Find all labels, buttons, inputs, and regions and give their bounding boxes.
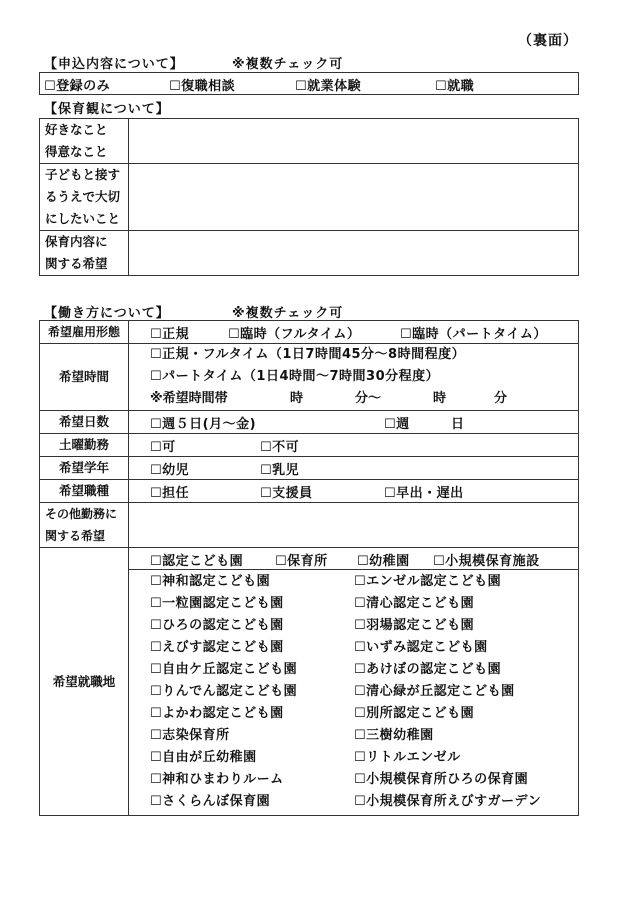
checkbox-saturday-no[interactable]: ☐不可: [260, 440, 300, 455]
checkbox-infant-baby[interactable]: ☐乳児: [260, 463, 300, 478]
location-item[interactable]: ☐一粒園認定こども園: [150, 596, 284, 611]
philosophy-input-likes[interactable]: [129, 119, 579, 164]
checkbox-return-consult[interactable]: ☐復職相談: [169, 79, 236, 94]
days-label: 希望日数: [40, 411, 129, 434]
philosophy-label-likes: 好きなこと 得意なこと: [40, 119, 129, 164]
location-item[interactable]: ☐りんでん認定こども園: [150, 684, 298, 699]
checkbox-early-late[interactable]: ☐早出・遅出: [384, 486, 464, 501]
work-note: ※複数チェック可: [232, 306, 344, 321]
back-side-label: （裏面）: [518, 33, 578, 49]
checkbox-register-only[interactable]: ☐登録のみ: [44, 79, 111, 94]
hours-options: [129, 344, 579, 411]
location-item[interactable]: ☐小規模保育所ひろの保育園: [354, 772, 529, 787]
other-input[interactable]: [129, 503, 579, 548]
time-band-label: ※希望時間帯: [150, 391, 228, 406]
checkbox-days-per-week[interactable]: ☐週: [384, 417, 410, 432]
location-item[interactable]: ☐別所認定こども園: [354, 706, 475, 721]
location-right-column: [354, 571, 541, 813]
location-types: [129, 548, 579, 570]
location-item[interactable]: ☐自由ケ丘認定こども園: [150, 662, 298, 677]
location-item[interactable]: ☐よかわ認定こども園: [150, 706, 284, 721]
application-options-cell: [40, 73, 579, 95]
other-label: その他勤務に 関する希望: [40, 503, 129, 548]
checkbox-regular[interactable]: ☐正規: [150, 327, 190, 342]
location-item[interactable]: ☐いずみ認定こども園: [354, 640, 488, 655]
time-end-hour-unit[interactable]: 時: [433, 391, 447, 406]
checkbox-infant-older[interactable]: ☐幼児: [150, 463, 190, 478]
checkbox-work-experience[interactable]: ☐就業体験: [295, 79, 362, 94]
checkbox-employment[interactable]: ☐就職: [435, 79, 475, 94]
location-item[interactable]: ☐ひろの認定こども園: [150, 618, 284, 633]
saturday-options: [129, 434, 579, 457]
time-start-hour-unit[interactable]: 時: [290, 391, 304, 406]
location-item[interactable]: ☐あけぼの認定こども園: [354, 662, 502, 677]
location-item[interactable]: ☐神和認定こども園: [150, 574, 271, 589]
application-note: ※複数チェック可: [232, 57, 344, 72]
location-item[interactable]: ☐リトルエンゼル: [354, 750, 461, 765]
grade-label: 希望学年: [40, 457, 129, 480]
employment-label: 希望雇用形態: [40, 321, 129, 344]
application-heading: 【申込内容について】: [44, 57, 184, 72]
location-item[interactable]: ☐エンゼル認定こども園: [354, 574, 502, 589]
employment-options: [129, 321, 579, 344]
checkbox-saturday-yes[interactable]: ☐可: [150, 440, 176, 455]
checkbox-hours-part[interactable]: ☐パートタイム（1日4時間～7時間30分程度）: [150, 369, 440, 384]
checkbox-homeroom[interactable]: ☐担任: [150, 486, 190, 501]
hours-label: 希望時間: [40, 344, 129, 411]
checkbox-temp-full[interactable]: ☐臨時（フルタイム）: [228, 327, 361, 342]
location-item[interactable]: ☐清心認定こども園: [354, 596, 475, 611]
location-item[interactable]: ☐三樹幼稚園: [354, 728, 434, 743]
grade-options: [129, 457, 579, 480]
saturday-label: 土曜勤務: [40, 434, 129, 457]
location-item[interactable]: ☐神和ひまわりルーム: [150, 772, 284, 787]
philosophy-label-content: 保育内容に 関する希望: [40, 231, 129, 276]
checkbox-hours-full[interactable]: ☐正規・フルタイム（1日7時間45分～8時間程度）: [150, 347, 466, 362]
work-heading: 【働き方について】: [44, 306, 170, 321]
checkbox-five-days[interactable]: ☐週５日(月～金): [150, 417, 257, 432]
application-table: [39, 72, 579, 95]
days-options: [129, 411, 579, 434]
location-left-column: [150, 571, 297, 813]
location-list: [129, 570, 579, 816]
location-item[interactable]: ☐清心緑が丘認定こども園: [354, 684, 515, 699]
checkbox-temp-part[interactable]: ☐臨時（パートタイム）: [400, 327, 547, 342]
philosophy-input-content[interactable]: [129, 231, 579, 276]
checkbox-support-staff[interactable]: ☐支援員: [260, 486, 313, 501]
role-label: 希望職種: [40, 480, 129, 503]
philosophy-heading: 【保育観について】: [44, 102, 170, 117]
work-table: [39, 320, 579, 816]
checkbox-certified-center[interactable]: ☐認定こども園: [150, 554, 244, 569]
location-item[interactable]: ☐えびす認定こども園: [150, 640, 284, 655]
location-label: 希望就職地: [40, 548, 129, 816]
philosophy-label-important: 子どもと接す るうえで大切 にしたいこと: [40, 164, 129, 231]
checkbox-kindergarten[interactable]: ☐幼稚園: [357, 554, 410, 569]
location-item[interactable]: ☐さくらんぼ保育園: [150, 794, 271, 809]
location-item[interactable]: ☐小規模保育所えびすガーデン: [354, 794, 542, 809]
location-item[interactable]: ☐羽場認定こども園: [354, 618, 475, 633]
time-band-row: [150, 388, 578, 410]
time-end-minute-unit[interactable]: 分: [494, 391, 508, 406]
time-start-minute-unit[interactable]: 分～: [355, 391, 382, 406]
role-options: [129, 480, 579, 503]
location-item[interactable]: ☐自由が丘幼稚園: [150, 750, 257, 765]
days-unit: 日: [451, 417, 465, 432]
checkbox-small-nursery[interactable]: ☐小規模保育施設: [433, 554, 540, 569]
checkbox-nursery[interactable]: ☐保育所: [275, 554, 328, 569]
location-item[interactable]: ☐志染保育所: [150, 728, 230, 743]
philosophy-table: [39, 118, 579, 276]
philosophy-input-important[interactable]: [129, 164, 579, 231]
